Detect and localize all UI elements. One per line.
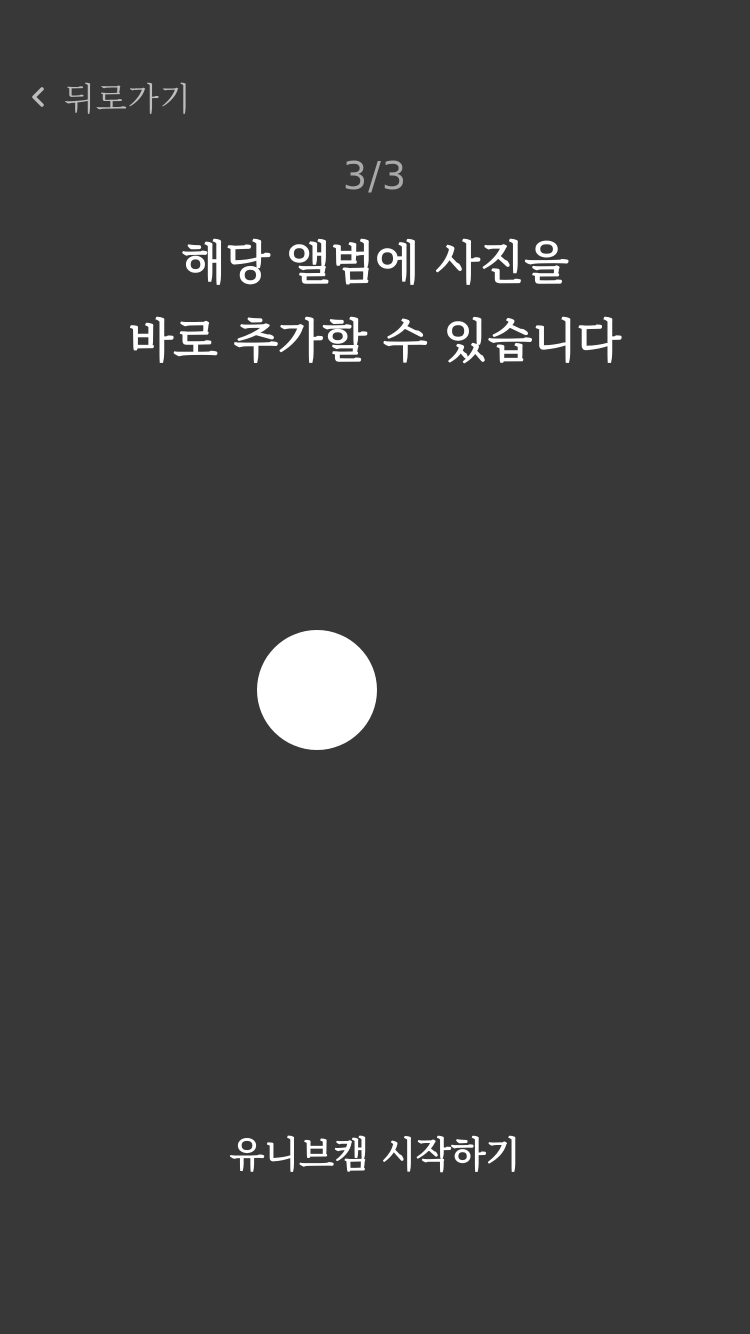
chevron-left-icon bbox=[28, 86, 50, 108]
step-indicator: 3/3 bbox=[342, 154, 408, 198]
headline-line-1: 해당 앨범에 사진을 bbox=[181, 236, 569, 290]
start-button[interactable]: 유니브캠 시작하기 bbox=[229, 1134, 521, 1176]
illustration-circle bbox=[257, 630, 377, 750]
back-label: 뒤로가기 bbox=[64, 80, 192, 118]
headline-line-2: 바로 추가할 수 있습니다 bbox=[128, 314, 622, 368]
back-button[interactable] bbox=[28, 74, 192, 120]
headline bbox=[0, 224, 750, 380]
